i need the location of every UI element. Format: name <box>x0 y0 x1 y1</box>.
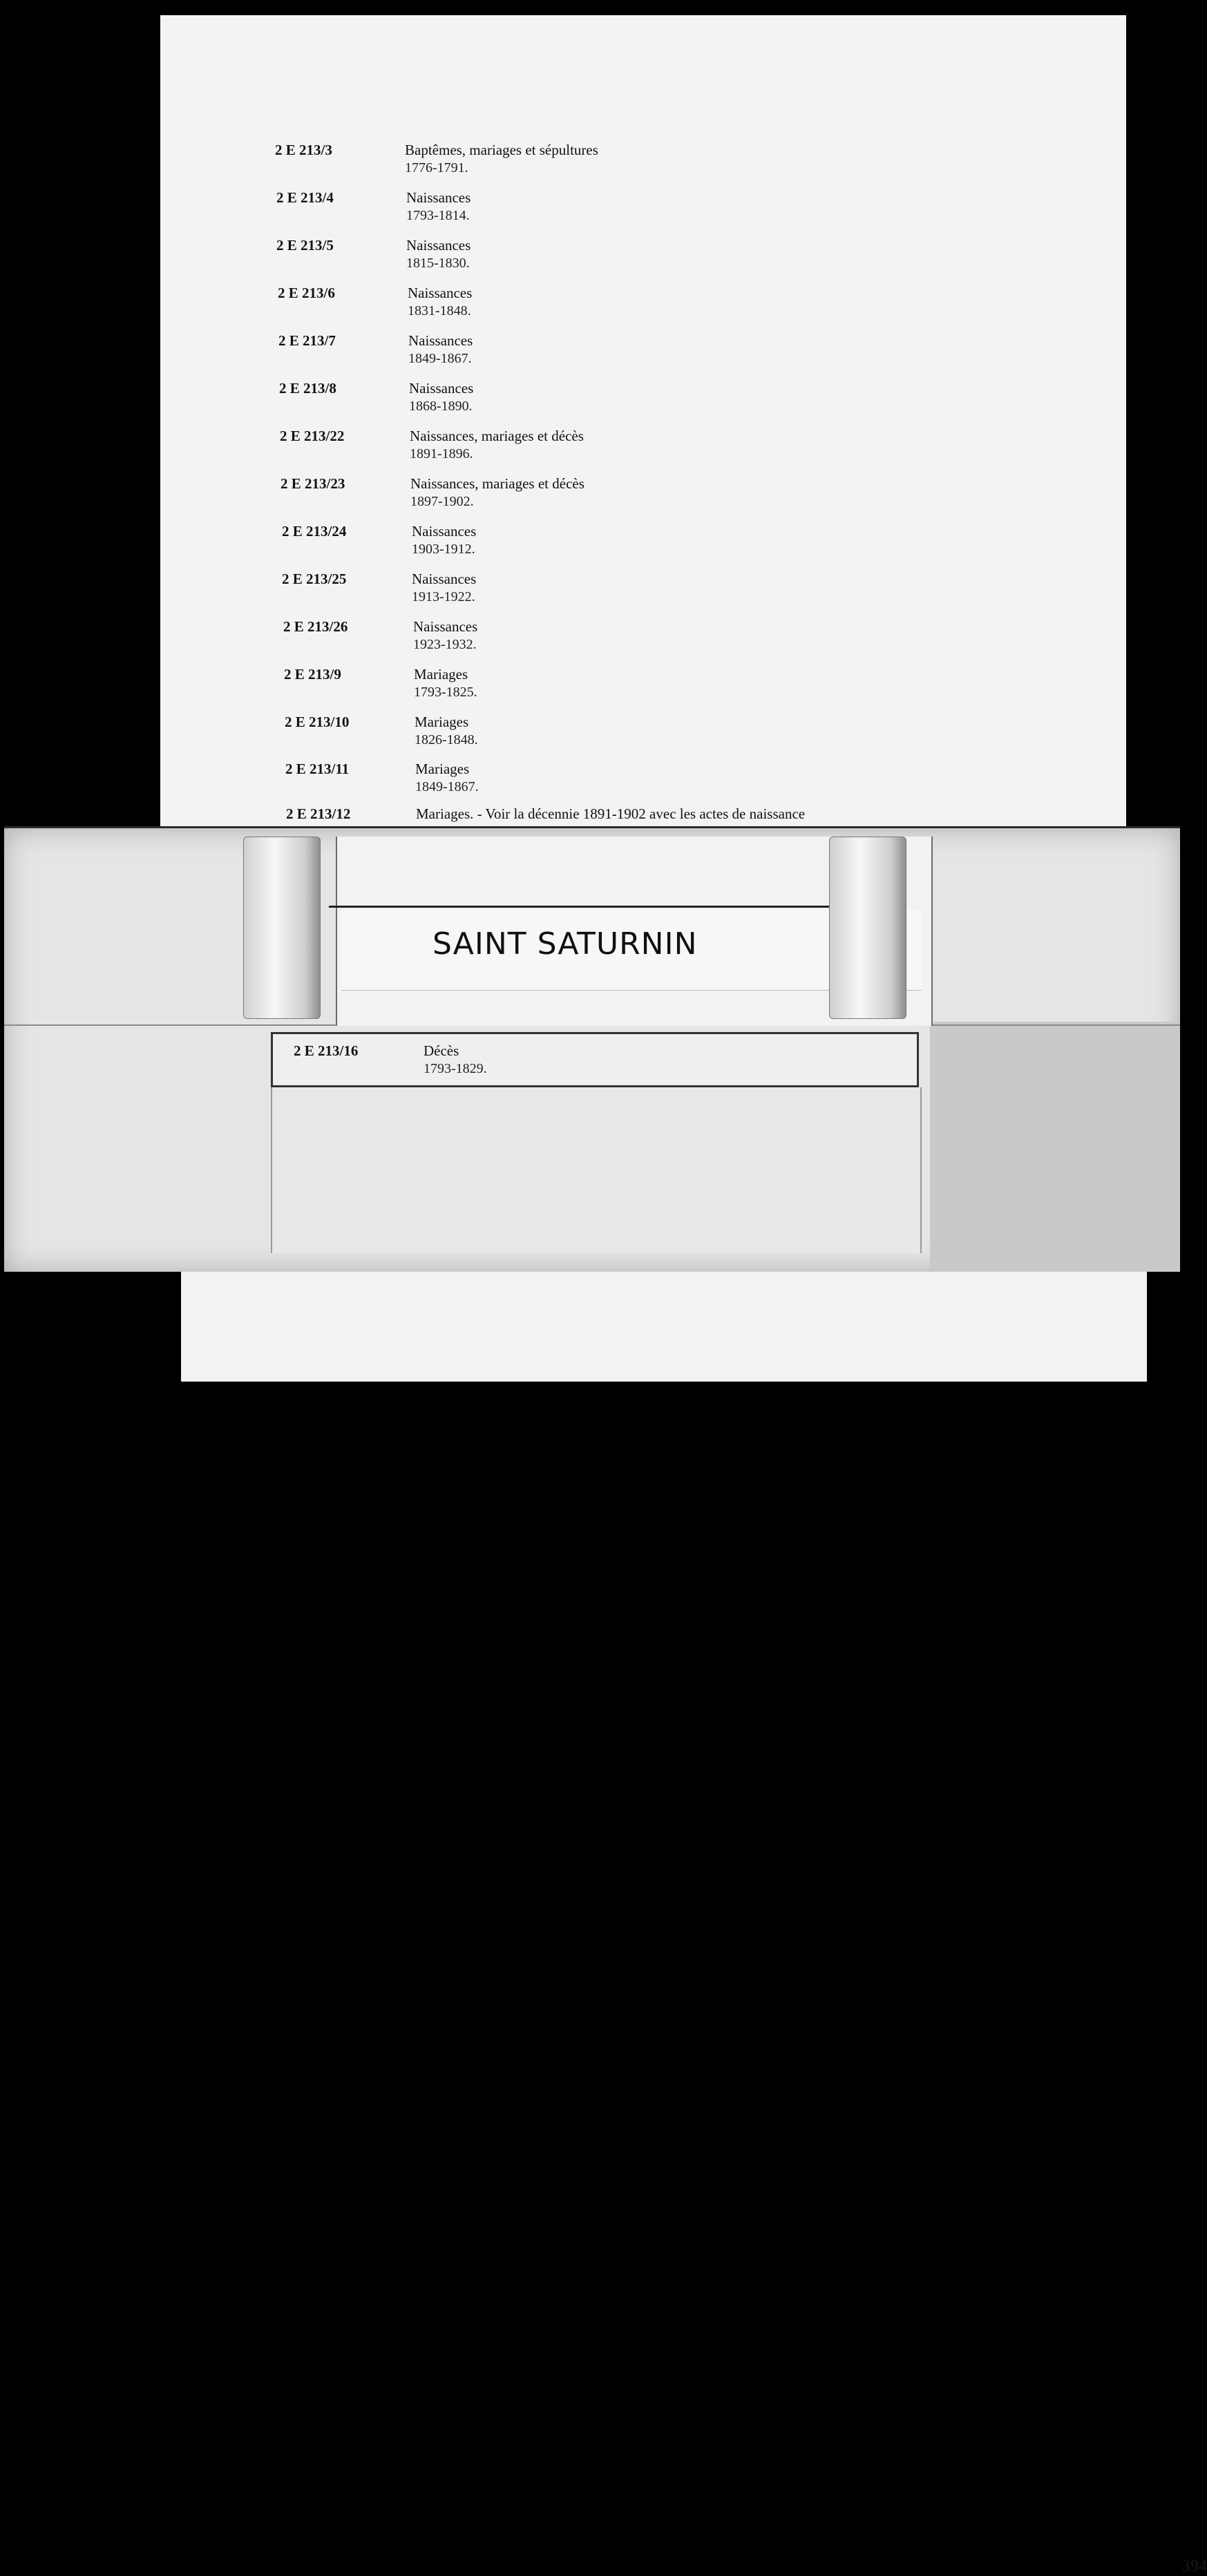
entry-row <box>279 380 970 421</box>
entry-row <box>282 523 973 564</box>
entry-reference: 2 E 213/10 <box>285 714 350 730</box>
entry-title: Mariages. - Voir la décennie 1891-1902 avec les actes de naissance <box>416 805 806 822</box>
entry-dates: 1793-1814. <box>406 208 470 223</box>
entry-title: Mariages <box>415 714 469 730</box>
entry-row <box>285 714 976 755</box>
entry-dates: 1826-1848. <box>415 732 478 747</box>
entry-title: Mariages <box>415 761 470 777</box>
entry-title: Naissances <box>408 332 473 349</box>
entry-title: Mariages <box>414 666 468 683</box>
entry-dates: 1793-1829. <box>424 1061 487 1076</box>
folder-shadow <box>930 1022 1180 1272</box>
entry-reference: 2 E 213/22 <box>280 428 345 444</box>
entry-title: Naissances, mariages et décès <box>410 428 584 444</box>
entry-title: Décès <box>424 1042 459 1059</box>
entry-title: Naissances <box>406 189 471 206</box>
entry-row <box>276 237 967 278</box>
entry-reference: 2 E 213/7 <box>278 332 336 349</box>
entry-reference: 2 E 213/24 <box>282 523 347 540</box>
entry-reference: 2 E 213/11 <box>285 761 350 777</box>
entry-row <box>283 618 974 660</box>
entry-reference: 2 E 213/8 <box>279 380 336 397</box>
entry-reference: 2 E 213/6 <box>278 285 335 301</box>
entry-dates: 1815-1830. <box>406 256 470 271</box>
entry-dates: 1849-1867. <box>408 351 472 366</box>
archive-folder <box>4 826 1180 1272</box>
entry-title: Naissances <box>406 237 471 254</box>
entry-reference: 2 E 213/4 <box>276 189 334 206</box>
entry-list <box>0 0 1189 829</box>
entry-dates: 1831-1848. <box>408 303 471 318</box>
entry-title: Naissances, mariages et décès <box>410 475 585 492</box>
entry-dates: 1793-1825. <box>414 685 477 700</box>
paper-clip-right <box>829 837 906 1019</box>
entry-row <box>285 761 976 802</box>
entry-row <box>282 571 973 612</box>
tab-rule <box>329 906 854 908</box>
entry-reference: 2 E 213/9 <box>284 666 341 683</box>
entry-dates: 1897-1902. <box>410 494 474 509</box>
entry-dates: 1891-1896. <box>410 446 473 461</box>
entry-reference: 2 E 213/12 <box>286 805 351 822</box>
entry-dates: 1868-1890. <box>409 399 473 414</box>
entry-reference: 2 E 213/3 <box>275 142 332 158</box>
entry-title: Baptêmes, mariages et sépultures <box>405 142 598 158</box>
entry-dates: 1923-1932. <box>413 637 477 652</box>
paper-clip-left <box>243 837 321 1019</box>
page-number: 394 <box>1182 2557 1207 2575</box>
entry-row <box>278 332 969 374</box>
inner-sheet <box>271 1087 922 1253</box>
folder-label-text: SAINT SATURNIN <box>433 926 698 962</box>
entry-dates: 1913-1922. <box>412 589 475 604</box>
entry-title: Naissances <box>412 571 477 587</box>
entry-dates: 1849-1867. <box>415 779 479 794</box>
entry-reference: 2 E 213/25 <box>282 571 347 587</box>
entry-row <box>280 428 971 469</box>
entry-title: Naissances <box>412 523 477 540</box>
entry-reference: 2 E 213/26 <box>283 618 348 635</box>
entry-row <box>284 666 975 707</box>
entry-reference: 2 E 213/23 <box>281 475 345 492</box>
entry-dates: 1776-1791. <box>405 160 468 175</box>
entry-title: Naissances <box>408 285 473 301</box>
entry-title: Naissances <box>409 380 474 397</box>
entry-row <box>276 189 967 231</box>
entry-row <box>278 285 969 326</box>
entry-dates: 1903-1912. <box>412 542 475 557</box>
inner-document-card <box>271 1032 919 1087</box>
entry-reference: 2 E 213/16 <box>294 1042 359 1059</box>
entry-row <box>281 475 971 517</box>
entry-row <box>275 142 966 183</box>
entry-title: Naissances <box>413 618 478 635</box>
entry-reference: 2 E 213/5 <box>276 237 334 254</box>
document-page-lower <box>181 1257 1207 2575</box>
